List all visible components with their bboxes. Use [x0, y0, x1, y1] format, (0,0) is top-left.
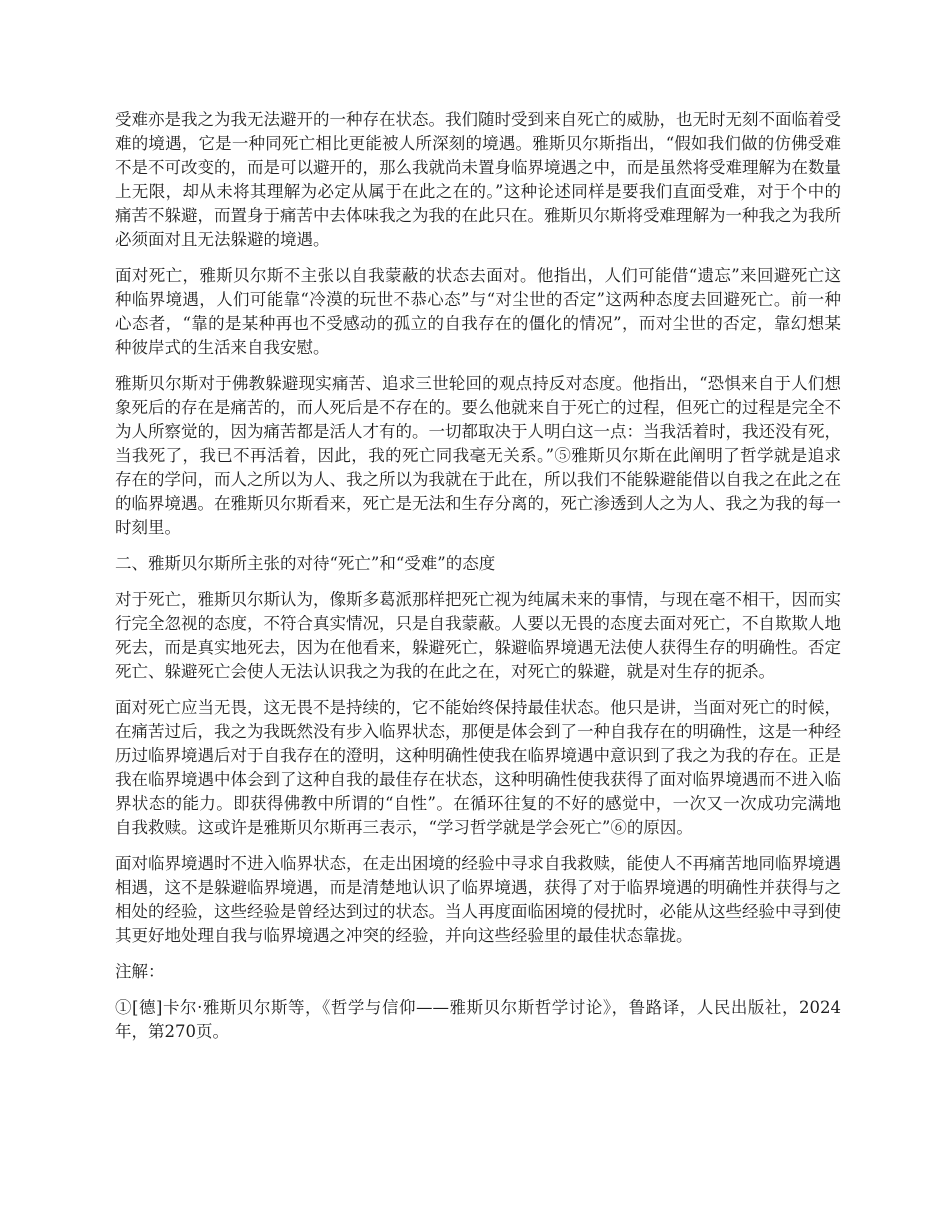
paragraph-facing-death: 面对死亡，雅斯贝尔斯不主张以自我蒙蔽的状态去面对。他指出，人们可能借“遗忘”来回避死亡这种临界境遇，人们可能靠“冷漠的玩世不恭心态”与“对尘世的否定”这两种态度去回避死亡。前一种心态者，“靠的是某种再也不受感动的孤立的自我存在的僵化的情况”，而对尘世的否定，靠幻想某种彼岸式的生活来自我安慰。	[115, 266, 841, 357]
section-heading: 二、雅斯贝尔斯所主张的对待“死亡”和“受难”的态度	[115, 554, 496, 573]
notes-label: 注解：	[115, 962, 165, 981]
paragraph-suffering: 受难亦是我之为我无法避开的一种存在状态。我们随时受到来自死亡的威胁，也无时无刻不面临着受难的境遇，它是一种同死亡相比更能被人所深刻的境遇。雅斯贝尔斯指出，“假如我们做的仿佛受难不是不可改变的，而是可以避开的，那么我就尚未置身临界境遇之中，而是虽然将受难理解为在数量上无限，却从未将其理解为必定从属于在此之在的。”这种论述同样是要我们直面受难，对于个中的痛苦不躲避，而置身于痛苦中去体味我之为我的在此只在。雅斯贝尔斯将受难理解为一种我之为我所必须面对且无法躲避的境遇。	[115, 110, 841, 249]
footnote-1: ①[德]卡尔·雅斯贝尔斯等，《哲学与信仰——雅斯贝尔斯哲学讨论》，鲁路译，人民出版社，2024年，第270页。	[115, 998, 841, 1041]
paragraph-stoic: 对于死亡，雅斯贝尔斯认为，像斯多葛派那样把死亡视为纯属未来的事情，与现在毫不相干，因而实行完全忽视的态度，不符合真实情况，只是自我蒙蔽。人要以无畏的态度去面对死亡，不自欺欺人地死去，而是真实地死去，因为在他看来，躲避死亡，躲避临界境遇无法使人获得生存的明确性。否定死亡、躲避死亡会使人无法认识我之为我的在此之在，对死亡的躲避，就是对生存的扼杀。	[115, 590, 841, 681]
paragraph-fearless: 面对死亡应当无畏，这无畏不是持续的，它不能始终保持最佳状态。他只是讲，当面对死亡的时候，在痛苦过后，我之为我既然没有步入临界状态，那便是体会到了一种自我存在的明确性，这是一种经历过临界境遇后对于自我存在的澄明，这种明确性使我在临界境遇中意识到了我之为我的存在。正是我在临界境遇中体会到了这种自我的最佳存在状态，这种明确性使我获得了面对临界境遇而不进入临界状态的能力。即获得佛教中所谓的“自性”。在循环往复的不好的感觉中，一次又一次成功完满地自我救赎。这或许是雅斯贝尔斯再三表示，“学习哲学就是学会死亡”⑥的原因。	[115, 698, 841, 837]
paragraph-boundary-situation: 面对临界境遇时不进入临界状态，在走出困境的经验中寻求自我救赎，能使人不再痛苦地同临界境遇相遇，这不是躲避临界境遇，而是清楚地认识了临界境遇，获得了对于临界境遇的明确性并获得与之相处的经验，这些经验是曾经达到过的状态。当人再度面临困境的侵扰时，必能从这些经验中寻到使其更好地处理自我与临界境遇之冲突的经验，并向这些经验里的最佳状态靠拢。	[115, 854, 841, 945]
paragraph-buddhism: 雅斯贝尔斯对于佛教躲避现实痛苦、追求三世轮回的观点持反对态度。他指出，“恐惧来自于人们想象死后的存在是痛苦的，而人死后是不存在的。要么他就来自于死亡的过程，但死亡的过程是完全不为人所察觉的，因为痛苦都是活人才有的。一切都取决于人明白这一点：当我活着时，我还没有死，当我死了，我已不再活着，因此，我的死亡同我毫无关系。”⑤雅斯贝尔斯在此阐明了哲学就是追求存在的学问，而人之所以为人、我之所以为我就在于此在，所以我们不能躲避能借以自我之在此之在的临界境遇。在雅斯贝尔斯看来，死亡是无法和生存分离的，死亡渗透到人之为人、我之为我的每一时刻里。	[115, 374, 841, 537]
document-body	[115, 108, 841, 1056]
